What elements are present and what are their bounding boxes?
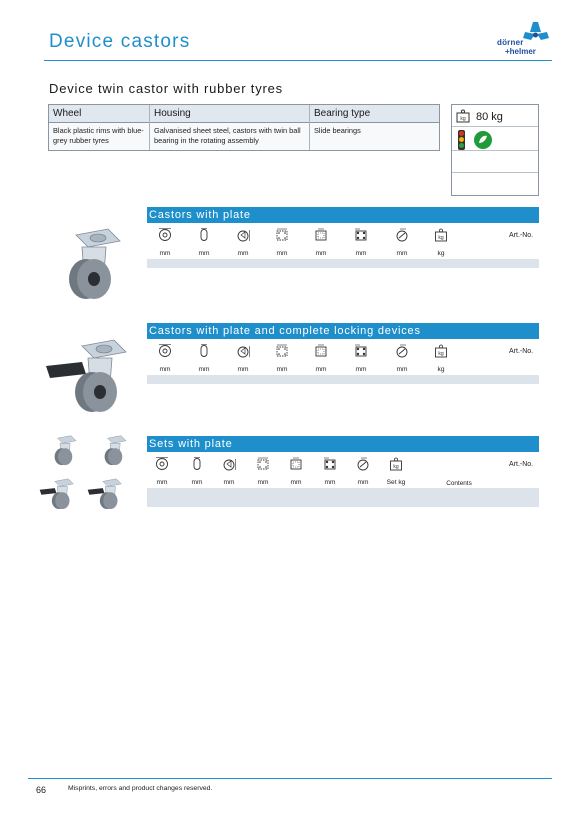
unit-label: mm xyxy=(191,479,203,486)
section-band: Castors with plate xyxy=(147,207,539,223)
bolt-hole-diameter-icon xyxy=(354,228,368,242)
unit-label: mm xyxy=(315,250,327,257)
empty-row xyxy=(452,173,538,195)
load-capacity-icon xyxy=(434,228,448,242)
unit-label: mm xyxy=(355,366,367,373)
offset-icon xyxy=(395,228,409,242)
spec-col-bearing xyxy=(310,105,439,150)
unit-label: mm xyxy=(290,479,302,486)
contents-header: Contents xyxy=(446,480,472,487)
data-row xyxy=(147,488,539,507)
unit-label: Set kg xyxy=(386,479,406,486)
unit-label: mm xyxy=(237,366,249,373)
disclaimer-text: Misprints, errors and product changes reserved. xyxy=(68,785,213,792)
bolt-hole-diameter-icon xyxy=(323,457,337,471)
unit-label: kg xyxy=(437,250,445,257)
spec-header: Bearing type xyxy=(310,105,439,123)
bolt-hole-spacing-icon xyxy=(314,344,328,358)
unit-label: mm xyxy=(223,479,235,486)
footer-divider xyxy=(28,778,552,779)
section-title: Device twin castor with rubber tyres xyxy=(49,81,283,96)
load-capacity-icon xyxy=(434,344,448,358)
article-number-header: Art.-No. xyxy=(509,461,534,468)
unit-label: mm xyxy=(198,250,210,257)
page-title: Device castors xyxy=(49,31,191,52)
unit-label: mm xyxy=(276,366,288,373)
plate-size-icon xyxy=(275,344,289,358)
spec-col-housing xyxy=(150,105,310,150)
spec-table xyxy=(48,104,440,151)
traffic-light-icon xyxy=(458,130,465,150)
page-number: 66 xyxy=(36,785,47,795)
logo-text-2: +helmer xyxy=(505,47,536,56)
plate-size-icon xyxy=(275,228,289,242)
tread-width-icon xyxy=(197,344,211,358)
bolt-hole-spacing-icon xyxy=(314,228,328,242)
wheel-diameter-icon xyxy=(155,457,169,471)
data-row xyxy=(147,375,539,384)
bolt-hole-diameter-icon xyxy=(354,344,368,358)
article-number-header: Art.-No. xyxy=(509,232,534,239)
green-leaf-badge-icon xyxy=(474,131,492,149)
weight-icon xyxy=(456,109,470,123)
wheel-diameter-icon xyxy=(158,344,172,358)
castor-image xyxy=(58,225,126,305)
load-capacity-value: 80 kg xyxy=(476,111,503,123)
unit-label: mm xyxy=(237,250,249,257)
overall-height-icon xyxy=(222,457,236,471)
unit-label: mm xyxy=(324,479,336,486)
article-number-header: Art.-No. xyxy=(509,348,534,355)
overall-height-icon xyxy=(236,344,250,358)
load-capacity-icon xyxy=(389,457,403,471)
unit-label: mm xyxy=(315,366,327,373)
load-row xyxy=(452,105,538,127)
offset-icon xyxy=(395,344,409,358)
unit-label: mm xyxy=(396,366,408,373)
unit-label: mm xyxy=(355,250,367,257)
castor-with-brake-image xyxy=(42,338,130,418)
unit-label: mm xyxy=(159,250,171,257)
unit-label: mm xyxy=(257,479,269,486)
bolt-hole-spacing-icon xyxy=(289,457,303,471)
tread-width-icon xyxy=(197,228,211,242)
castor-set-image xyxy=(38,430,146,522)
offset-icon xyxy=(356,457,370,471)
brand-logo xyxy=(497,22,553,58)
unit-label: mm xyxy=(159,366,171,373)
tread-width-icon xyxy=(190,457,204,471)
badge-row xyxy=(452,127,538,151)
wheel-diameter-icon xyxy=(158,228,172,242)
unit-label: kg xyxy=(437,366,445,373)
spec-value: Galvanised sheet steel, castors with twin ball bearing in the rotating assembly xyxy=(154,126,301,145)
unit-label: mm xyxy=(357,479,369,486)
spec-header: Wheel xyxy=(49,105,150,123)
logo-text: dörner xyxy=(497,38,524,47)
unit-label: mm xyxy=(276,250,288,257)
svg-text:kg: kg xyxy=(460,116,466,122)
unit-label: mm xyxy=(156,479,168,486)
plate-size-icon xyxy=(256,457,270,471)
section-band: Sets with plate xyxy=(147,436,539,452)
spec-col-wheel xyxy=(49,105,150,150)
unit-label: mm xyxy=(396,250,408,257)
title-divider xyxy=(44,60,552,61)
overall-height-icon xyxy=(236,228,250,242)
properties-box xyxy=(451,104,539,196)
unit-label: mm xyxy=(198,366,210,373)
section-band: Castors with plate and complete locking devices xyxy=(147,323,539,339)
empty-row xyxy=(452,151,538,173)
data-row xyxy=(147,259,539,268)
spec-value: Slide bearings xyxy=(314,126,361,135)
spec-value: Black plastic rims with blue-grey rubber tyres xyxy=(53,126,144,145)
spec-header: Housing xyxy=(150,105,310,123)
